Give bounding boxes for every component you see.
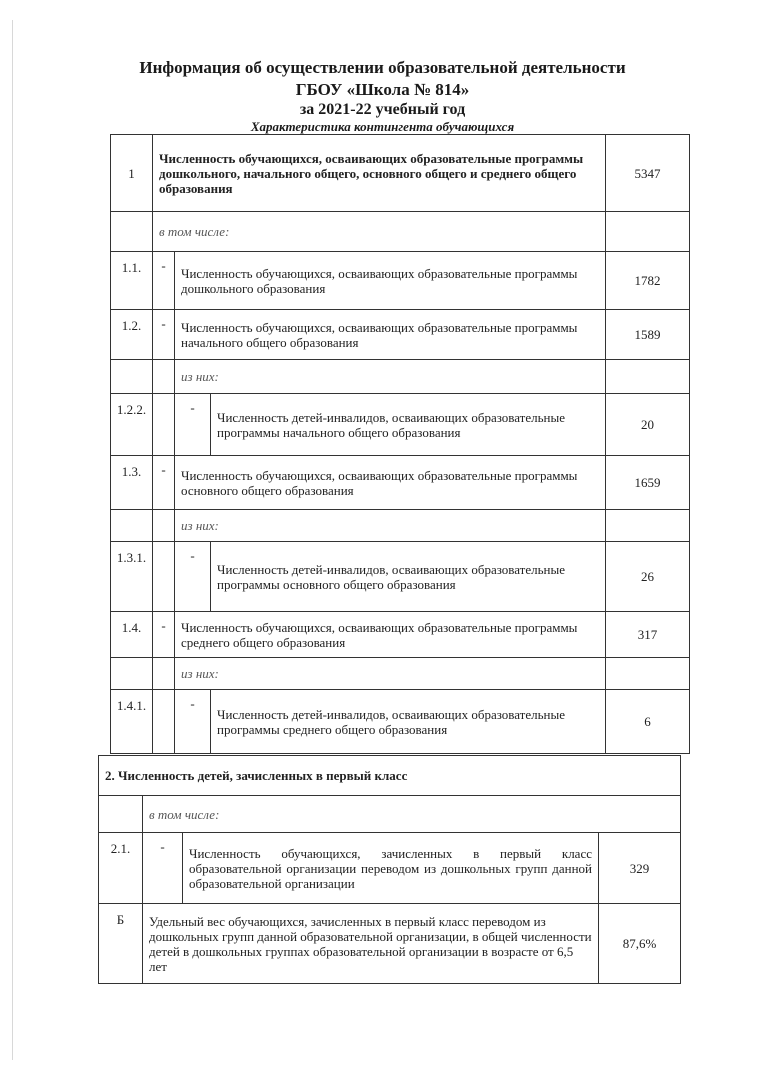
row-text: Численность детей-инвалидов, осваивающих образовательные программы основного общего образования — [211, 542, 606, 612]
table-row — [111, 542, 690, 612]
row-number: 1.2.2. — [111, 394, 153, 456]
row-text: Удельный вес обучающихся, зачисленных в первый класс переводом из дошкольных групп данной образовательной организации, в общей численности детей в дошкольных группах образовательной организации в возрасте от 6,5 лет — [143, 904, 599, 984]
row-subheading: из них: — [175, 658, 606, 690]
table-row — [111, 252, 690, 310]
row-text: Численность обучающихся, осваивающих образовательные программы начального общего образования — [175, 310, 606, 360]
first-grade-table — [98, 755, 681, 984]
row-text: Численность обучающихся, осваивающих образовательные программы среднего общего образования — [175, 612, 606, 658]
table-row — [111, 310, 690, 360]
row-value: 1659 — [606, 456, 690, 510]
row-text: Численность обучающихся, осваивающих образовательные программы дошкольного образования — [175, 252, 606, 310]
row-text: Численность детей-инвалидов, осваивающих образовательные программы начального общего образования — [211, 394, 606, 456]
row-number: 1.2. — [111, 310, 153, 360]
row-value: 20 — [606, 394, 690, 456]
table-row — [111, 690, 690, 754]
scan-edge-line — [12, 20, 13, 1060]
table-row — [99, 756, 681, 796]
row-number: 1.1. — [111, 252, 153, 310]
row-number: Б — [99, 904, 143, 984]
table-row — [111, 456, 690, 510]
row-value: 5347 — [606, 135, 690, 212]
row-dash: - — [153, 252, 175, 310]
table-row — [111, 612, 690, 658]
row-value: 1782 — [606, 252, 690, 310]
row-value: 317 — [606, 612, 690, 658]
row-subheading: из них: — [175, 510, 606, 542]
contingent-table — [110, 134, 690, 754]
row-number: 2.1. — [99, 833, 143, 904]
row-dash: - — [143, 833, 183, 904]
row-value: 1589 — [606, 310, 690, 360]
row-number: 1.3.1. — [111, 542, 153, 612]
table-row — [111, 658, 690, 690]
table-row — [111, 360, 690, 394]
row-value: 6 — [606, 690, 690, 754]
table-row — [111, 135, 690, 212]
doc-subtitle: Характеристика контингента обучающихся — [250, 119, 515, 134]
table-row — [99, 833, 681, 904]
row-text: Численность обучающихся, осваивающих образовательные программы основного общего образования — [175, 456, 606, 510]
row-dash: - — [175, 394, 211, 456]
row-subheading: из них: — [175, 360, 606, 394]
row-dash: - — [153, 456, 175, 510]
section-title: 2. Численность детей, зачисленных в первый класс — [99, 756, 681, 796]
row-dash: - — [153, 310, 175, 360]
doc-title-line3: за 2021-22 учебный год — [299, 101, 466, 118]
row-text: Численность детей-инвалидов, осваивающих образовательные программы среднего общего образования — [211, 690, 606, 754]
row-value: 329 — [599, 833, 681, 904]
doc-title-line1: Информация об осуществлении образовательной деятельности — [139, 58, 626, 77]
row-dash: - — [175, 542, 211, 612]
row-number: 1.4.1. — [111, 690, 153, 754]
row-value: 26 — [606, 542, 690, 612]
row-dash: - — [175, 690, 211, 754]
doc-title-line2: ГБОУ «Школа № 814» — [295, 80, 470, 99]
row-subheading: в том числе: — [143, 796, 681, 833]
table-row — [111, 394, 690, 456]
table-row — [111, 510, 690, 542]
row-value: 87,6% — [599, 904, 681, 984]
row-dash: - — [153, 612, 175, 658]
table-row — [111, 212, 690, 252]
row-subheading: в том числе: — [153, 212, 606, 252]
row-text: Численность обучающихся, осваивающих образовательные программы дошкольного, начального общего, основного общего и среднего общего образования — [153, 135, 606, 212]
table-row — [99, 904, 681, 984]
row-text: Численность обучающихся, зачисленных в первый класс образовательной организации переводом из дошкольных групп данной образовательной организации — [183, 833, 599, 904]
table-row — [99, 796, 681, 833]
row-number: 1.4. — [111, 612, 153, 658]
row-number: 1 — [111, 135, 153, 212]
row-number: 1.3. — [111, 456, 153, 510]
